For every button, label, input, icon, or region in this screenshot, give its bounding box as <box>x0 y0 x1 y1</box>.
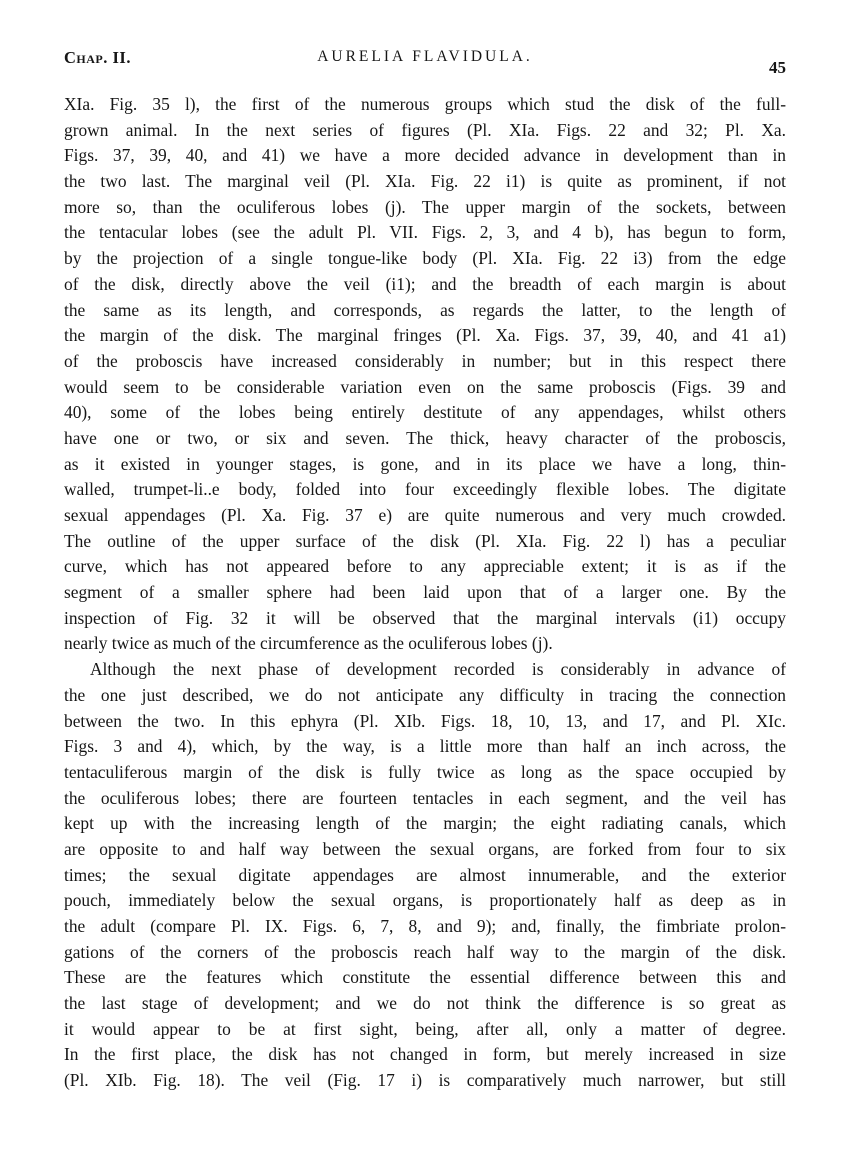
text-line: have one or two, or six and seven. The thick, heavy character of the proboscis, <box>64 427 786 448</box>
running-header <box>64 48 786 78</box>
text-line: Figs. 3 and 4), which, by the way, is a little more than half an inch across, the <box>64 736 786 757</box>
text-line: times; the sexual digitate appendages are almost innumerable, and the exterior <box>64 864 786 885</box>
text-line: These are the features which constitute the essential difference between this and <box>64 967 786 988</box>
text-line: kept up with the increasing length of the margin; the eight radiating canals, which <box>64 813 786 834</box>
text-line: segment of a smaller sphere had been laid upon that of a larger one. By the <box>64 582 786 603</box>
text-line: the margin of the disk. The marginal fringes (Pl. Xa. Figs. 37, 39, 40, and 41 a1) <box>64 325 786 346</box>
text-line: In the first place, the disk has not changed in form, but merely increased in size <box>64 1044 786 1065</box>
text-line: sexual appendages (Pl. Xa. Fig. 37 e) are quite numerous and very much crowded. <box>64 505 786 525</box>
text-line: nearly twice as much of the circumference as the oculiferous lobes (j). <box>64 633 553 654</box>
text-line: more so, than the oculiferous lobes (j). The upper margin of the sockets, between <box>64 196 786 217</box>
text-line: the last stage of development; and we do not think the difference is so great as <box>64 993 786 1014</box>
text-line: by the projection of a single tongue-like body (Pl. XIa. Fig. 22 i3) from the edge <box>64 248 786 269</box>
text-line: pouch, immediately below the sexual organs, is proportionately half as deep as in <box>64 890 786 911</box>
text-line: curve, which has not appeared before to any appreciable extent; it is as if the <box>64 556 786 577</box>
text-line: 40), some of the lobes being entirely destitute of any appendages, whilst others <box>64 402 786 423</box>
text-line: of the proboscis have increased considerably in number; but in this respect there <box>64 350 786 371</box>
text-line: Figs. 37, 39, 40, and 41) we have a more decided advance in development than in <box>64 145 786 166</box>
text-line: grown animal. In the next series of figures (Pl. XIa. Figs. 22 and 32; Pl. Xa. <box>64 119 786 140</box>
text-line: are opposite to and half way between the sexual organs, are forked from four to six <box>64 838 786 859</box>
text-line: XIa. Fig. 35 l), the first of the numerous groups which stud the disk of the full- <box>64 94 786 114</box>
text-line: the oculiferous lobes; there are fourteen tentacles in each segment, and the veil has <box>64 787 786 808</box>
running-title: AURELIA FLAVIDULA. <box>317 48 533 65</box>
text-line: would seem to be considerable variation even on the same proboscis (Figs. 39 and <box>64 376 786 397</box>
text-line: gations of the corners of the proboscis reach half way to the margin of the disk. <box>64 941 786 962</box>
text-line: the one just described, we do not anticipate any difficulty in tracing the connection <box>64 684 786 705</box>
text-line: of the disk, directly above the veil (i1); and the breadth of each margin is about <box>64 273 786 294</box>
text-line: the adult (compare Pl. IX. Figs. 6, 7, 8, and 9); and, finally, the fimbriate prolon- <box>64 916 786 936</box>
text-line: the two last. The marginal veil (Pl. XIa. Fig. 22 i1) is quite as prominent, if not <box>64 171 786 192</box>
text-line: Although the next phase of development recorded is considerably in advance of <box>90 659 786 680</box>
text-line: The outline of the upper surface of the disk (Pl. XIa. Fig. 22 l) has a peculiar <box>64 530 786 551</box>
text-line: walled, trumpet-li..e body, folded into four exceedingly flexible lobes. The digitate <box>64 479 786 500</box>
text-line: between the two. In this ephyra (Pl. XIb. Figs. 18, 10, 13, and 17, and Pl. XIc. <box>64 710 786 731</box>
body-text <box>64 92 786 1094</box>
text-line: (Pl. XIb. Fig. 18). The veil (Fig. 17 i) is comparatively much narrower, but still <box>64 1070 786 1091</box>
text-line: it would appear to be at first sight, being, after all, only a matter of degree. <box>64 1018 786 1039</box>
page-number: 45 <box>769 58 786 77</box>
text-line: the same as its length, and corresponds, as regards the latter, to the length of <box>64 299 786 320</box>
text-line: tentaculiferous margin of the disk is fully twice as long as the space occupied by <box>64 761 786 782</box>
chapter-heading: Chap. II. <box>64 48 131 67</box>
text-line: the tentacular lobes (see the adult Pl. VII. Figs. 2, 3, and 4 b), has begun to form, <box>64 222 786 243</box>
text-line: as it existed in younger stages, is gone, and in its place we have a long, thin- <box>64 453 786 474</box>
text-line: inspection of Fig. 32 it will be observed that the marginal intervals (i1) occupy <box>64 607 786 628</box>
